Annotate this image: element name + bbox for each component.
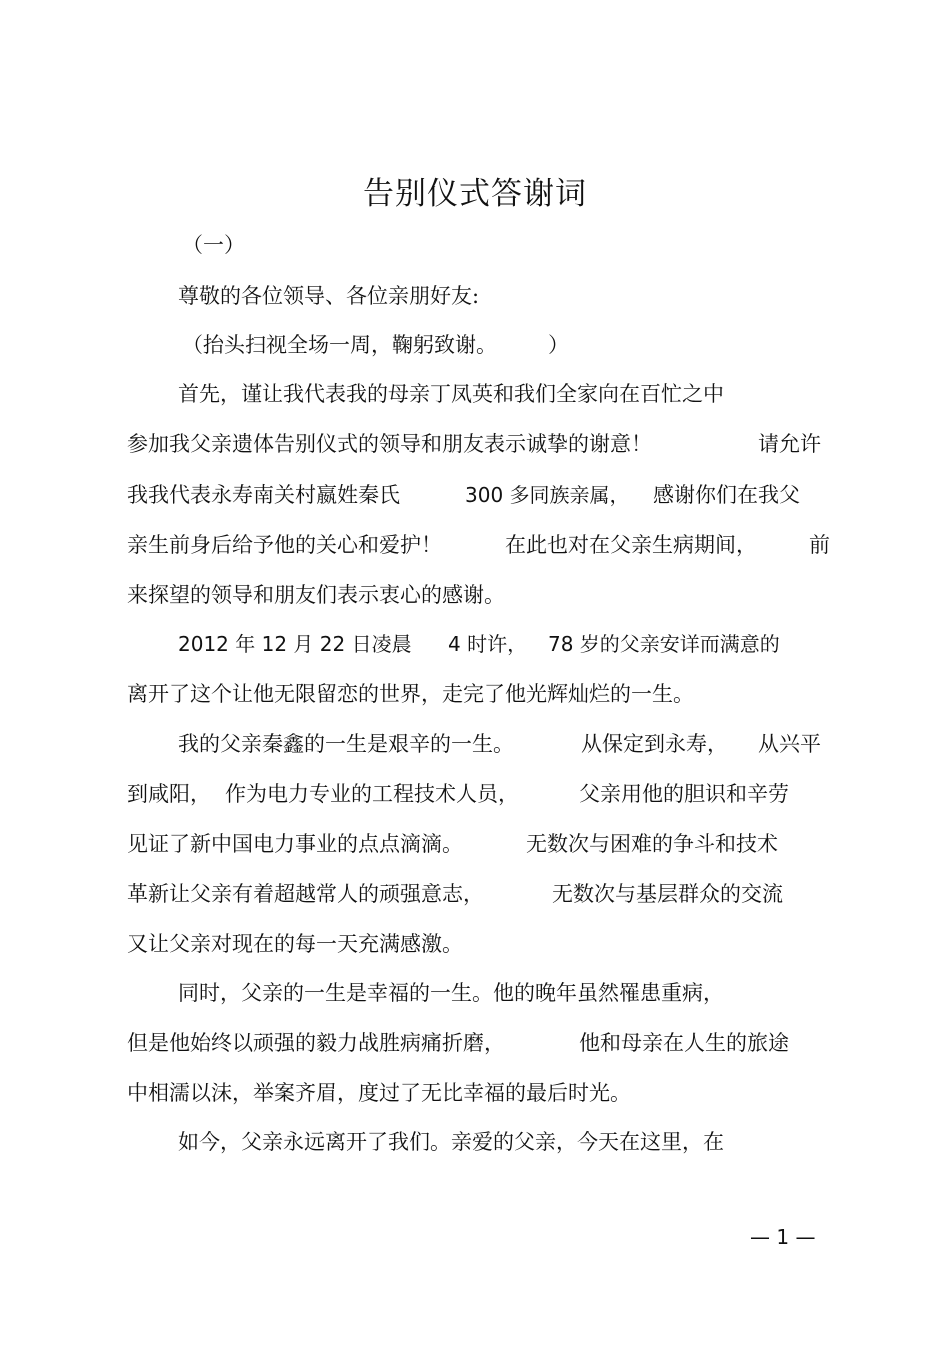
text-segment: 他和母亲在人生的旅途 <box>579 1031 789 1055</box>
text-segment: 但是他始终以顽强的毅力战胜病痛折磨， <box>127 1031 505 1055</box>
salutation-text: 尊敬的各位领导、各位亲朋好友: <box>178 284 480 308</box>
stage-direction-close: ） <box>548 333 569 357</box>
text-segment: 4 时许， <box>448 632 528 656</box>
text-segment: 亲生前身后给予他的关心和爱护！ <box>127 533 442 557</box>
text-segment: 革新让父亲有着超越常人的顽强意志， <box>127 882 484 906</box>
text-segment: 中相濡以沫，举案齐眉，度过了无比幸福的最后时光。 <box>127 1081 631 1105</box>
text-segment: 父亲用他的胆识和辛劳 <box>579 782 789 806</box>
text-segment: 请允许 <box>758 432 821 456</box>
text-segment: 从兴平 <box>758 732 821 756</box>
section-marker-text: （一） <box>182 233 245 257</box>
text-segment: 作为电力专业的工程技术人员， <box>225 782 519 806</box>
text-segment: 感谢你们在我父 <box>653 483 800 507</box>
text-segment: 离开了这个让他无限留恋的世界，走完了他光辉灿烂的一生。 <box>127 682 694 706</box>
document-title: 告别仪式答谢词 <box>363 176 587 212</box>
text-segment: 从保定到永寿， <box>581 732 728 756</box>
stage-direction-text: （抬头扫视全场一周，鞠躬致谢。 <box>182 333 497 357</box>
text-segment: 300 多同族亲属， <box>465 483 630 507</box>
text-segment: 到咸阳， <box>127 782 211 806</box>
text-segment: 前 <box>809 533 830 557</box>
text-segment: 参加我父亲遗体告别仪式的领导和朋友表示诚挚的谢意！ <box>127 432 652 456</box>
text-segment: 无数次与基层群众的交流 <box>552 882 783 906</box>
text-segment: 同时，父亲的一生是幸福的一生。他的晚年虽然罹患重病， <box>178 981 724 1005</box>
text-segment: 首先，谨让我代表我的母亲丁凤英和我们全家向在百忙之中 <box>178 382 724 406</box>
text-segment: 又让父亲对现在的每一天充满感激。 <box>127 932 463 956</box>
text-segment: 来探望的领导和朋友们表示衷心的感谢。 <box>127 583 505 607</box>
text-segment: 见证了新中国电力事业的点点滴滴。 <box>127 832 463 856</box>
page-number: — 1 — <box>750 1225 816 1249</box>
text-segment: 2012 年 12 月 22 日凌晨 <box>178 632 412 656</box>
text-segment: 无数次与困难的争斗和技术 <box>526 832 778 856</box>
text-segment: 78 岁的父亲安详而满意的 <box>548 632 780 656</box>
text-segment: 我我代表永寿南关村嬴姓秦氏 <box>127 483 400 507</box>
text-segment: 如今，父亲永远离开了我们。亲爱的父亲，今天在这里，在 <box>178 1130 724 1154</box>
text-segment: 在此也对在父亲生病期间， <box>505 533 757 557</box>
text-segment: 我的父亲秦鑫的一生是艰辛的一生。 <box>178 732 514 756</box>
